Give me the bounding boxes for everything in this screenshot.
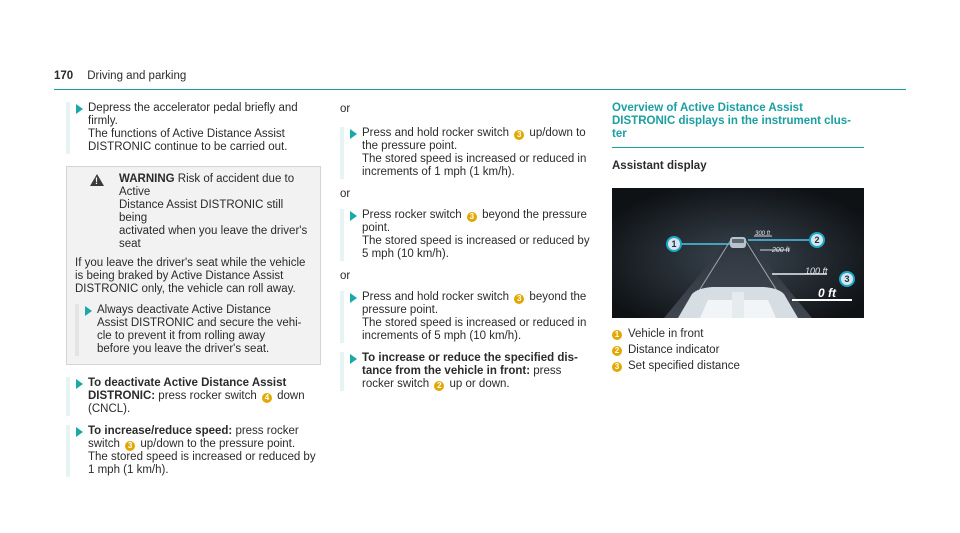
- figure-legend: [612, 328, 864, 373]
- warning-step: [75, 304, 312, 356]
- text-span: press: [533, 365, 562, 377]
- warning-box: [66, 166, 321, 365]
- own-vehicle-icon: [678, 287, 798, 318]
- column-middle: [340, 102, 602, 400]
- column-left: [66, 102, 321, 486]
- bold-text: To deactivate Active Distance Assist: [88, 377, 287, 389]
- legend-item: [612, 360, 864, 373]
- text-line: Distance Assist DISTRONIC still being: [119, 199, 284, 224]
- text-line: Risk of accident due to Active: [119, 173, 295, 198]
- legend-text: Set specified distance: [628, 360, 740, 372]
- text-line: The stored speed is increased or reduced in: [362, 153, 587, 165]
- section-rule: [612, 147, 864, 148]
- legend-text: Vehicle in front: [628, 328, 704, 340]
- section-name: Driving and parking: [87, 70, 187, 82]
- step-arrow-icon: [350, 293, 357, 303]
- text-line: The functions of Active Distance Assist: [88, 128, 285, 140]
- text-line: ter: [612, 128, 627, 140]
- text-line: pressure point.: [362, 304, 439, 316]
- legend-number-badge: 1: [612, 330, 622, 340]
- switch-number-badge: 3: [514, 294, 524, 304]
- vehicle-in-front-icon: [730, 237, 746, 248]
- step-press-hold-1mph: [340, 127, 602, 179]
- text-line: The stored speed is increased or reduced by: [362, 235, 590, 247]
- bold-text: To increase/reduce speed:: [88, 425, 233, 437]
- bold-text: tance from the vehicle in front:: [362, 365, 531, 377]
- bold-text: To increase or reduce the specified dis-: [362, 352, 578, 364]
- text-line: The stored speed is increased or reduced by: [88, 451, 316, 463]
- step-arrow-icon: [350, 129, 357, 139]
- or-text: or: [340, 103, 351, 115]
- text-span: down: [277, 390, 305, 402]
- text-line: DISTRONIC continue to be carried out.: [88, 141, 288, 153]
- text-span: up/down to the pressure point.: [140, 438, 296, 450]
- text-line: cle to prevent it from rolling away: [97, 330, 266, 342]
- step-accelerator: [66, 102, 321, 154]
- step-arrow-icon: [76, 104, 83, 114]
- text-line: activated when you leave the driver's: [119, 225, 308, 237]
- text-span: press rocker: [235, 425, 299, 437]
- legend-item: [612, 344, 864, 357]
- callout-3: 3: [839, 271, 855, 287]
- text-line: DISTRONIC only, the vehicle can roll away.: [75, 283, 296, 295]
- legend-number-badge: 3: [612, 362, 622, 372]
- warning-body: [75, 257, 312, 296]
- text-span: Press and hold rocker switch: [362, 291, 510, 303]
- text-line: point.: [362, 222, 391, 234]
- column-right: [612, 102, 864, 376]
- distance-label-100: 100 ft: [805, 266, 828, 276]
- text-line: is being braked by Active Distance Assist: [75, 270, 284, 282]
- switch-number-badge: 4: [262, 393, 272, 403]
- legend-item: [612, 328, 864, 341]
- warning-heading: [75, 173, 312, 251]
- step-arrow-icon: [350, 211, 357, 221]
- bold-text: DISTRONIC:: [88, 390, 156, 402]
- text-line: 5 mph (10 km/h).: [362, 248, 449, 260]
- switch-number-badge: 3: [514, 130, 524, 140]
- page-number: 170: [54, 70, 74, 82]
- step-press-hold-5mph: [340, 291, 602, 343]
- text-line: Overview of Active Distance Assist: [612, 102, 803, 114]
- step-arrow-icon: [85, 306, 92, 316]
- text-line: (CNCL).: [88, 403, 131, 415]
- text-line: The stored speed is increased or reduced in: [362, 317, 587, 329]
- text-span: beyond the: [529, 291, 587, 303]
- switch-number-badge: 2: [434, 381, 444, 391]
- switch-number-badge: 3: [467, 212, 477, 222]
- step-press-beyond: [340, 209, 602, 261]
- distance-label-300: 300 ft: [755, 231, 771, 237]
- legend-text: Distance indicator: [628, 344, 720, 356]
- step-deactivate: [66, 377, 321, 416]
- header-rule: [54, 89, 906, 90]
- text-line: Assist DISTRONIC and secure the vehi-: [97, 317, 302, 329]
- step-distance: [340, 352, 602, 391]
- text-line: Always deactivate Active Distance: [97, 304, 271, 316]
- or-text: or: [340, 188, 351, 200]
- warning-triangle-icon: [90, 174, 104, 186]
- text-span: switch: [88, 438, 120, 450]
- section-title: [612, 102, 864, 141]
- step-speed: [66, 425, 321, 477]
- subsection-title: Assistant display: [612, 160, 707, 172]
- assistant-display-figure: [612, 188, 864, 318]
- distance-label-0: 0 ft: [818, 286, 836, 300]
- warning-label: WARNING: [119, 173, 175, 185]
- text-span: rocker switch: [362, 378, 430, 390]
- text-line: Depress the accelerator pedal briefly and: [88, 102, 298, 114]
- switch-number-badge: 3: [125, 441, 135, 451]
- text-line: 1 mph (1 km/h).: [88, 464, 169, 476]
- step-arrow-icon: [350, 354, 357, 364]
- text-line: seat: [119, 238, 141, 250]
- distance-label-200: 200 ft: [772, 247, 790, 254]
- step-arrow-icon: [76, 379, 83, 389]
- or-text: or: [340, 270, 351, 282]
- text-line: before you leave the driver's seat.: [97, 343, 270, 355]
- text-line: DISTRONIC displays in the instrument clus-: [612, 115, 851, 127]
- text-span: up/down to: [529, 127, 586, 139]
- page-header: [54, 70, 186, 83]
- text-span: Press and hold rocker switch: [362, 127, 510, 139]
- text-line: the pressure point.: [362, 140, 458, 152]
- text-span: beyond the pressure: [482, 209, 587, 221]
- text-span: Press rocker switch: [362, 209, 462, 221]
- text-line: increments of 5 mph (10 km/h).: [362, 330, 522, 342]
- text-line: increments of 1 mph (1 km/h).: [362, 166, 515, 178]
- text-span: press rocker switch: [158, 390, 257, 402]
- text-line: firmly.: [88, 115, 118, 127]
- step-arrow-icon: [76, 427, 83, 437]
- legend-number-badge: 2: [612, 346, 622, 356]
- text-span: up or down.: [449, 378, 510, 390]
- text-line: If you leave the driver's seat while the vehicle: [75, 257, 306, 269]
- callout-1: 1: [666, 236, 682, 252]
- callout-2: 2: [809, 232, 825, 248]
